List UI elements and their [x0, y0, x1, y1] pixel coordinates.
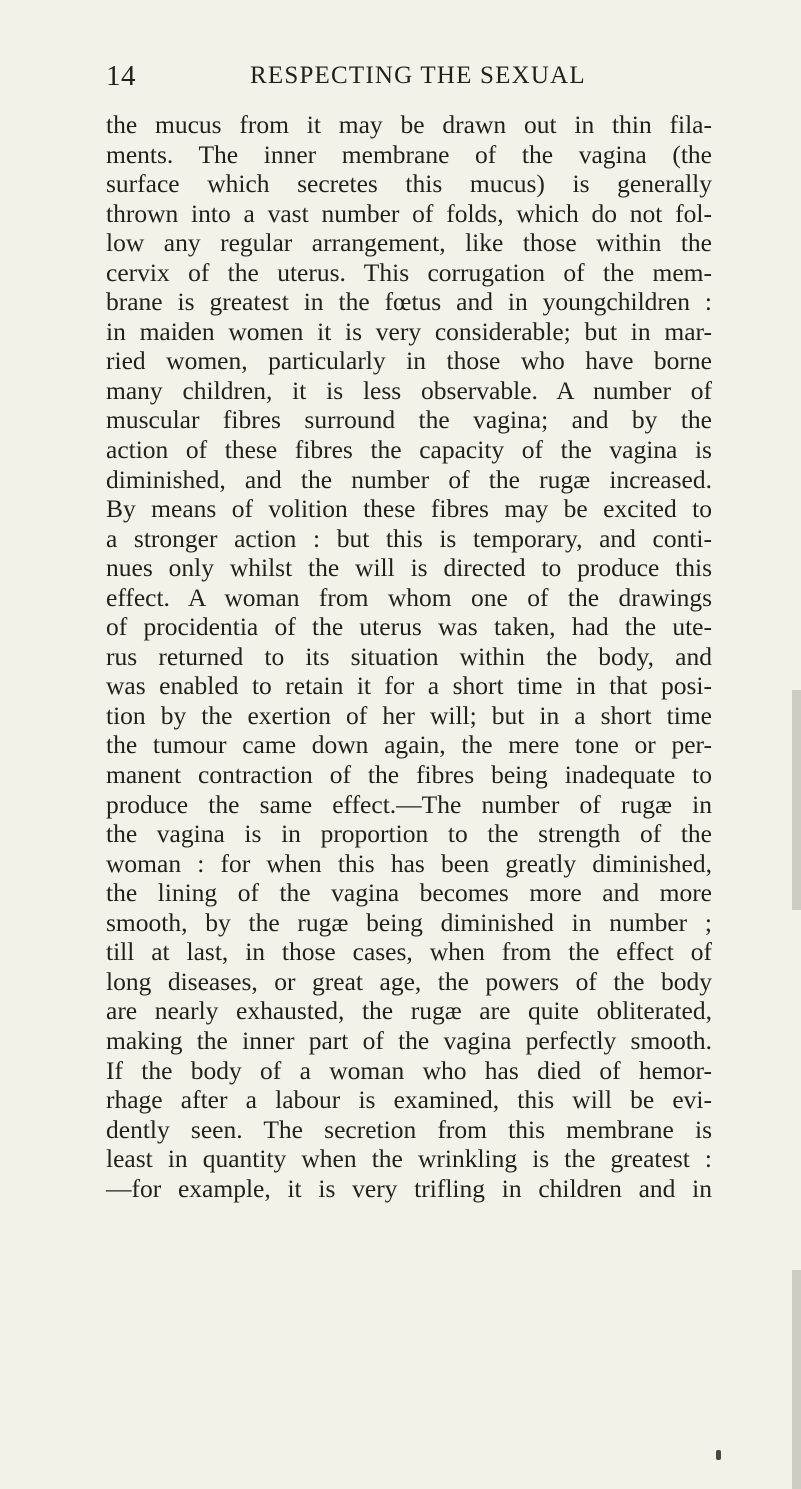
text-line: If the body of a woman who has died of hemor- — [106, 1055, 712, 1085]
text-line: effect. A woman from whom one of the drawings — [106, 582, 712, 612]
page-edge-shadow — [792, 1270, 801, 1489]
page-header — [0, 58, 801, 94]
text-line: in maiden women it is very considerable; but in mar- — [106, 316, 712, 346]
text-line: the tumour came down again, the mere tone or per- — [106, 730, 712, 760]
text-line: muscular fibres surround the vagina; and by the — [106, 405, 712, 435]
text-line: manent contraction of the fibres being inadequate to — [106, 760, 712, 790]
text-line: —for example, it is very trifling in children and in — [106, 1173, 712, 1203]
running-head: RESPECTING THE SEXUAL — [250, 62, 586, 89]
text-line: was enabled to retain it for a short time in that posi- — [106, 671, 712, 701]
text-line: nues only whilst the will is directed to produce this — [106, 553, 712, 583]
text-line: cervix of the uterus. This corrugation of the mem- — [106, 257, 712, 287]
text-line: till at last, in those cases, when from the effect of — [106, 937, 712, 967]
text-line: tion by the exertion of her will; but in a short time — [106, 700, 712, 730]
body-paragraph — [106, 110, 712, 1203]
text-line: brane is greatest in the fœtus and in youngchildren : — [106, 287, 712, 317]
text-line: ments. The inner membrane of the vagina (the — [106, 139, 712, 169]
text-line: dently seen. The secretion from this membrane is — [106, 1114, 712, 1144]
text-line: action of these fibres the capacity of the vagina is — [106, 435, 712, 465]
text-line: rus returned to its situation within the body, and — [106, 641, 712, 671]
text-line: the mucus from it may be drawn out in thin fila- — [106, 110, 712, 139]
text-line: produce the same effect.—The number of rugæ in — [106, 789, 712, 819]
text-line: rhage after a labour is examined, this will be evi- — [106, 1085, 712, 1115]
text-line: many children, it is less observable. A number of — [106, 375, 712, 405]
text-line: the vagina is in proportion to the strength of the — [106, 819, 712, 849]
text-line: making the inner part of the vagina perfectly smooth. — [106, 1025, 712, 1055]
page-number: 14 — [106, 60, 136, 92]
text-line: woman : for when this has been greatly diminished, — [106, 848, 712, 878]
text-line: ried women, particularly in those who have borne — [106, 346, 712, 376]
text-line: surface which secretes this mucus) is generally — [106, 169, 712, 199]
text-line: the lining of the vagina becomes more and more — [106, 878, 712, 908]
text-line: a stronger action : but this is temporary, and conti- — [106, 523, 712, 553]
text-line: long diseases, or great age, the powers of the body — [106, 966, 712, 996]
text-line: low any regular arrangement, like those within the — [106, 228, 712, 258]
ink-speck — [716, 1450, 721, 1460]
page-edge-shadow — [792, 690, 801, 910]
text-line: least in quantity when the wrinkling is the greatest : — [106, 1144, 712, 1174]
text-line: diminished, and the number of the rugæ increased. — [106, 464, 712, 494]
text-line: By means of volition these fibres may be excited to — [106, 494, 712, 524]
text-line: smooth, by the rugæ being diminished in number ; — [106, 907, 712, 937]
text-line: of procidentia of the uterus was taken, had the ute- — [106, 612, 712, 642]
text-line: are nearly exhausted, the rugæ are quite obliterated, — [106, 996, 712, 1026]
text-line: thrown into a vast number of folds, which do not fol- — [106, 198, 712, 228]
